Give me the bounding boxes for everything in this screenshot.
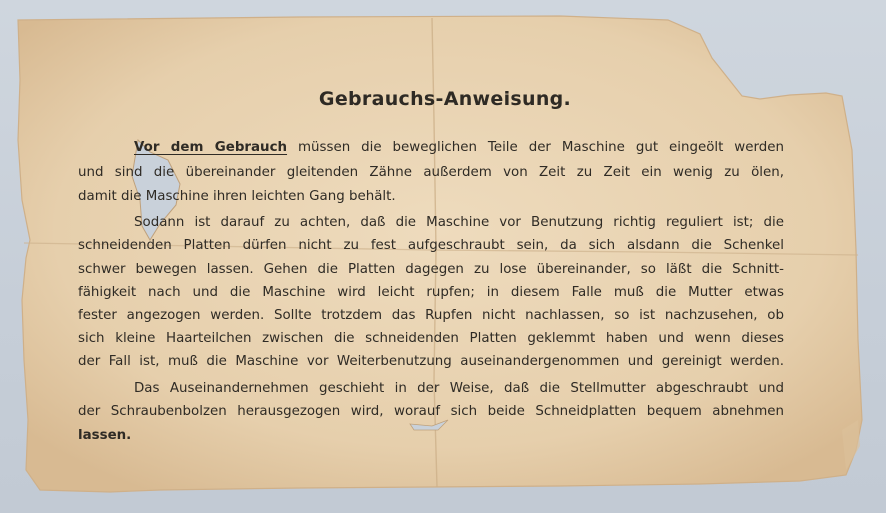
paragraph2-line5: fester angezogen werden. Sollte trotzdem das Rupfen nicht nachlassen, so ist nachzusehen, ob xyxy=(78,308,784,323)
paragraph3-line3: lassen. xyxy=(78,428,132,443)
paragraph2-line1: Sodann ist darauf zu achten, daß die Maschine vor Benutzung richtig reguliert ist; die xyxy=(134,215,784,230)
document-title: Gebrauchs-Anweisung. xyxy=(318,88,572,110)
paragraph1-lead: Vor dem Gebrauch xyxy=(134,140,288,155)
paragraph2-line3: schwer bewegen lassen. Gehen die Platten dagegen zu lose übereinander, so läßt die Schnitt- xyxy=(78,262,784,277)
paragraph1-line3: damit die Maschine ihren leichten Gang behält. xyxy=(78,189,396,204)
paragraph2-line2: schneidenden Platten dürfen nicht zu fest aufgeschraubt sein, da sich alsdann die Schenkel xyxy=(78,238,784,253)
paragraph2-line6: sich kleine Haarteilchen zwischen die schneidenden Platten geklemmt haben und wenn dieses xyxy=(78,331,784,346)
paragraph1-line2: und sind die übereinander gleitenden Zähne außerdem von Zeit zu Zeit ein wenig zu ölen, xyxy=(78,165,784,180)
paragraph3-line1: Das Auseinandernehmen geschieht in der Weise, daß die Stellmutter abgeschraubt und xyxy=(134,381,784,396)
paragraph2-line7: der Fall ist, muß die Maschine vor Weiterbenutzung auseinandergenommen und gereinigt werden. xyxy=(78,354,784,369)
paragraph3-line2: der Schraubenbolzen herausgezogen wird, worauf sich beide Schneidplatten bequem abnehmen xyxy=(78,404,784,419)
paragraph1-line1 xyxy=(134,139,784,156)
paragraph1-line1-rest: müssen die beweglichen Teile der Maschine gut eingeölt werden xyxy=(298,140,784,155)
paragraph2-line4: fähigkeit nach und die Maschine wird leicht rupfen; in diesem Falle muß die Mutter etwas xyxy=(78,285,784,300)
